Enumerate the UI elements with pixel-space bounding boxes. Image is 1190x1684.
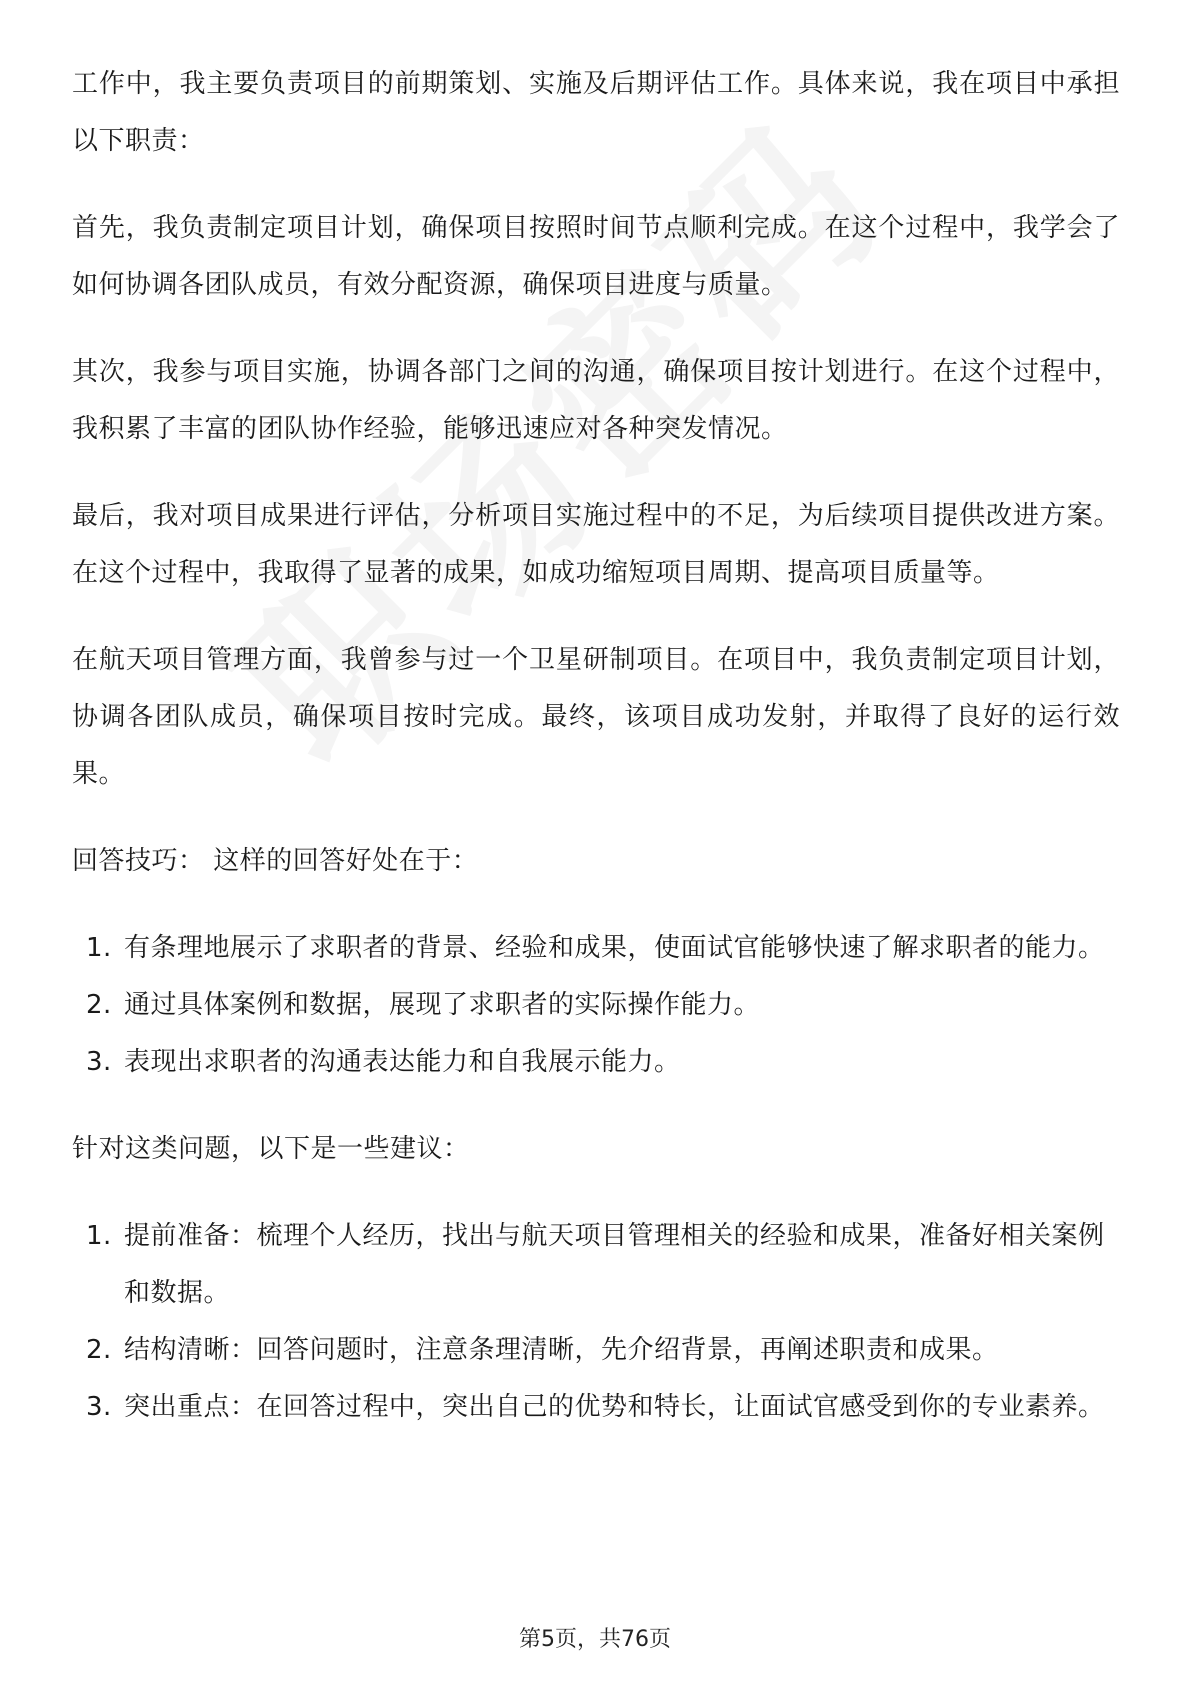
list-item-text: 通过具体案例和数据，展现了求职者的实际操作能力。 — [124, 990, 761, 1020]
advice-heading: 针对这类问题，以下是一些建议： — [72, 1134, 470, 1164]
paragraph-last: 最后，我对项目成果进行评估，分析项目实施过程中的不足，为后续项目提供改进方案。在这个过程中，我取得了显著的成果，如成功缩短项目周期、提高项目质量等。 — [72, 501, 1120, 588]
list-item-text: 结构清晰：回答问题时，注意条理清晰，先介绍背景，再阐述职责和成果。 — [124, 1335, 999, 1365]
document-body — [72, 56, 1120, 1466]
tips-list — [72, 920, 1120, 1091]
list-number: 2. — [86, 990, 112, 1020]
advice-list — [72, 1208, 1120, 1436]
paragraph-first: 首先，我负责制定项目计划，确保项目按照时间节点顺利完成。在这个过程中，我学会了如何协调各团队成员，有效分配资源，确保项目进度与质量。 — [72, 213, 1120, 300]
list-item — [72, 920, 1120, 977]
list-number: 3. — [86, 1047, 112, 1077]
list-item — [72, 977, 1120, 1034]
list-item-text: 突出重点：在回答过程中，突出自己的优势和特长，让面试官感受到你的专业素养。 — [124, 1392, 1105, 1422]
list-item — [72, 1208, 1120, 1322]
list-item — [72, 1379, 1120, 1436]
list-number: 3. — [86, 1392, 112, 1422]
list-number: 1. — [86, 1221, 112, 1251]
list-item-text: 提前准备：梳理个人经历，找出与航天项目管理相关的经验和成果，准备好相关案例和数据。 — [124, 1221, 1105, 1308]
list-item-text: 有条理地展示了求职者的背景、经验和成果，使面试官能够快速了解求职者的能力。 — [124, 933, 1105, 963]
list-number: 2. — [86, 1335, 112, 1365]
list-number: 1. — [86, 933, 112, 963]
list-item — [72, 1322, 1120, 1379]
paragraph-responsibilities-intro: 工作中，我主要负责项目的前期策划、实施及后期评估工作。具体来说，我在项目中承担以下职责： — [72, 69, 1120, 156]
list-item-text: 表现出求职者的沟通表达能力和自我展示能力。 — [124, 1047, 681, 1077]
tips-heading: 回答技巧： 这样的回答好处在于： — [72, 846, 479, 876]
paragraph-second: 其次，我参与项目实施，协调各部门之间的沟通，确保项目按计划进行。在这个过程中，我积累了丰富的团队协作经验，能够迅速应对各种突发情况。 — [72, 357, 1120, 444]
list-item — [72, 1034, 1120, 1091]
page-number-footer: 第5页，共76页 — [519, 1627, 671, 1652]
paragraph-satellite-project: 在航天项目管理方面，我曾参与过一个卫星研制项目。在项目中，我负责制定项目计划，协调各团队成员，确保项目按时完成。最终，该项目成功发射，并取得了良好的运行效果。 — [72, 645, 1120, 789]
